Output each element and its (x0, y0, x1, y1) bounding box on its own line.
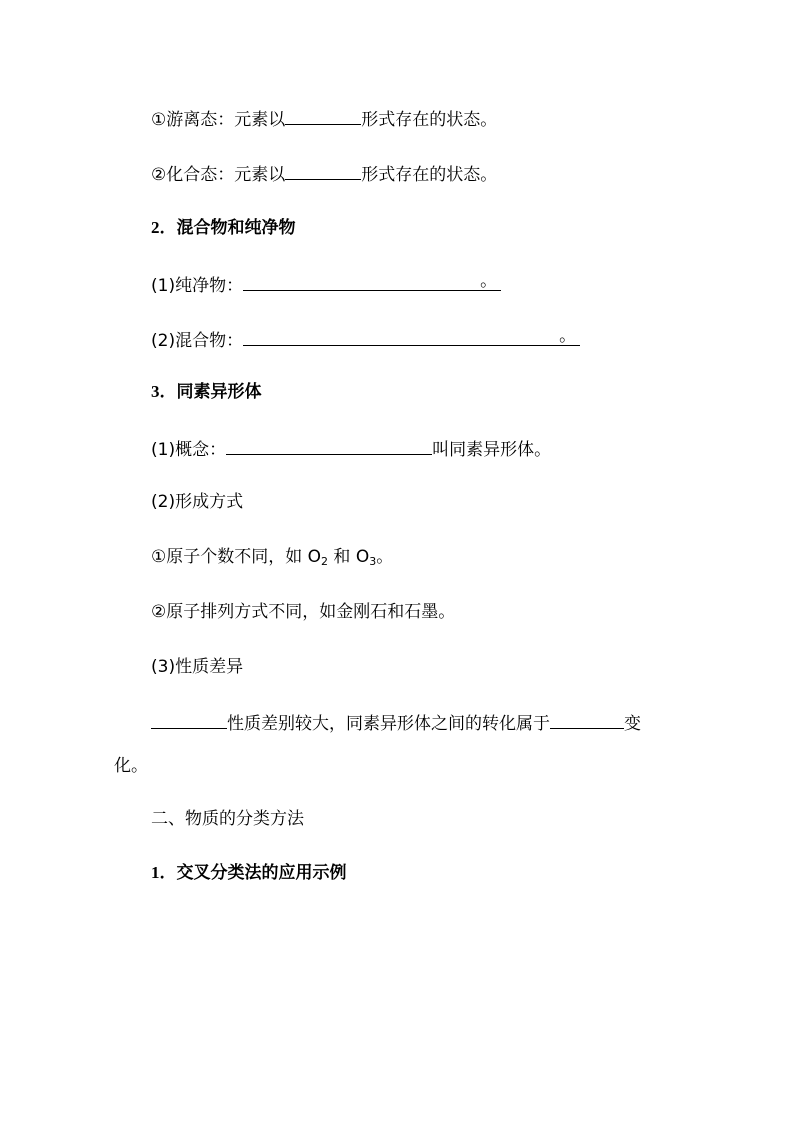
fill-blank[interactable] (151, 711, 227, 729)
text-line-free-state: ①游离态：元素以 形式存在的状态。 (151, 107, 497, 131)
text-line-atom-count: ①原子个数不同，如 $O_2$ 和 $O_3$。 (151, 547, 394, 568)
fill-blank[interactable]: 。 (243, 328, 580, 346)
section-heading-mixture-pure: 2．混合物和纯净物 (151, 218, 296, 238)
fill-blank[interactable] (285, 107, 361, 125)
subsection-heading-cross-classification: 1．交叉分类法的应用示例 (151, 863, 347, 883)
text-line-formation: (2)形成方式 (151, 492, 244, 512)
text-line-continuation: 化。 (114, 756, 148, 776)
fill-blank[interactable] (285, 162, 361, 180)
fill-blank[interactable] (226, 437, 432, 455)
fill-blank[interactable]: 。 (243, 273, 501, 291)
section-heading-allotropes: 3．同素异形体 (151, 382, 262, 402)
text-line-property-diff: (3)性质差异 (151, 657, 244, 677)
text-line-concept: (1)概念： 叫同素异形体。 (151, 437, 551, 461)
text-line-property-desc: 性质差别较大，同素异形体之间的转化属于 变 (151, 711, 641, 735)
section-heading-classification: 二、物质的分类方法 (151, 809, 304, 829)
text-line-combined-state: ②化合态：元素以 形式存在的状态。 (151, 162, 497, 186)
text-line-atom-arrangement: ②原子排列方式不同，如金刚石和石墨。 (151, 602, 456, 622)
fill-blank[interactable] (550, 711, 624, 729)
text-line-pure-substance: (1)纯净物： 。 (151, 273, 501, 297)
text-line-mixture: (2)混合物： 。 (151, 328, 580, 352)
